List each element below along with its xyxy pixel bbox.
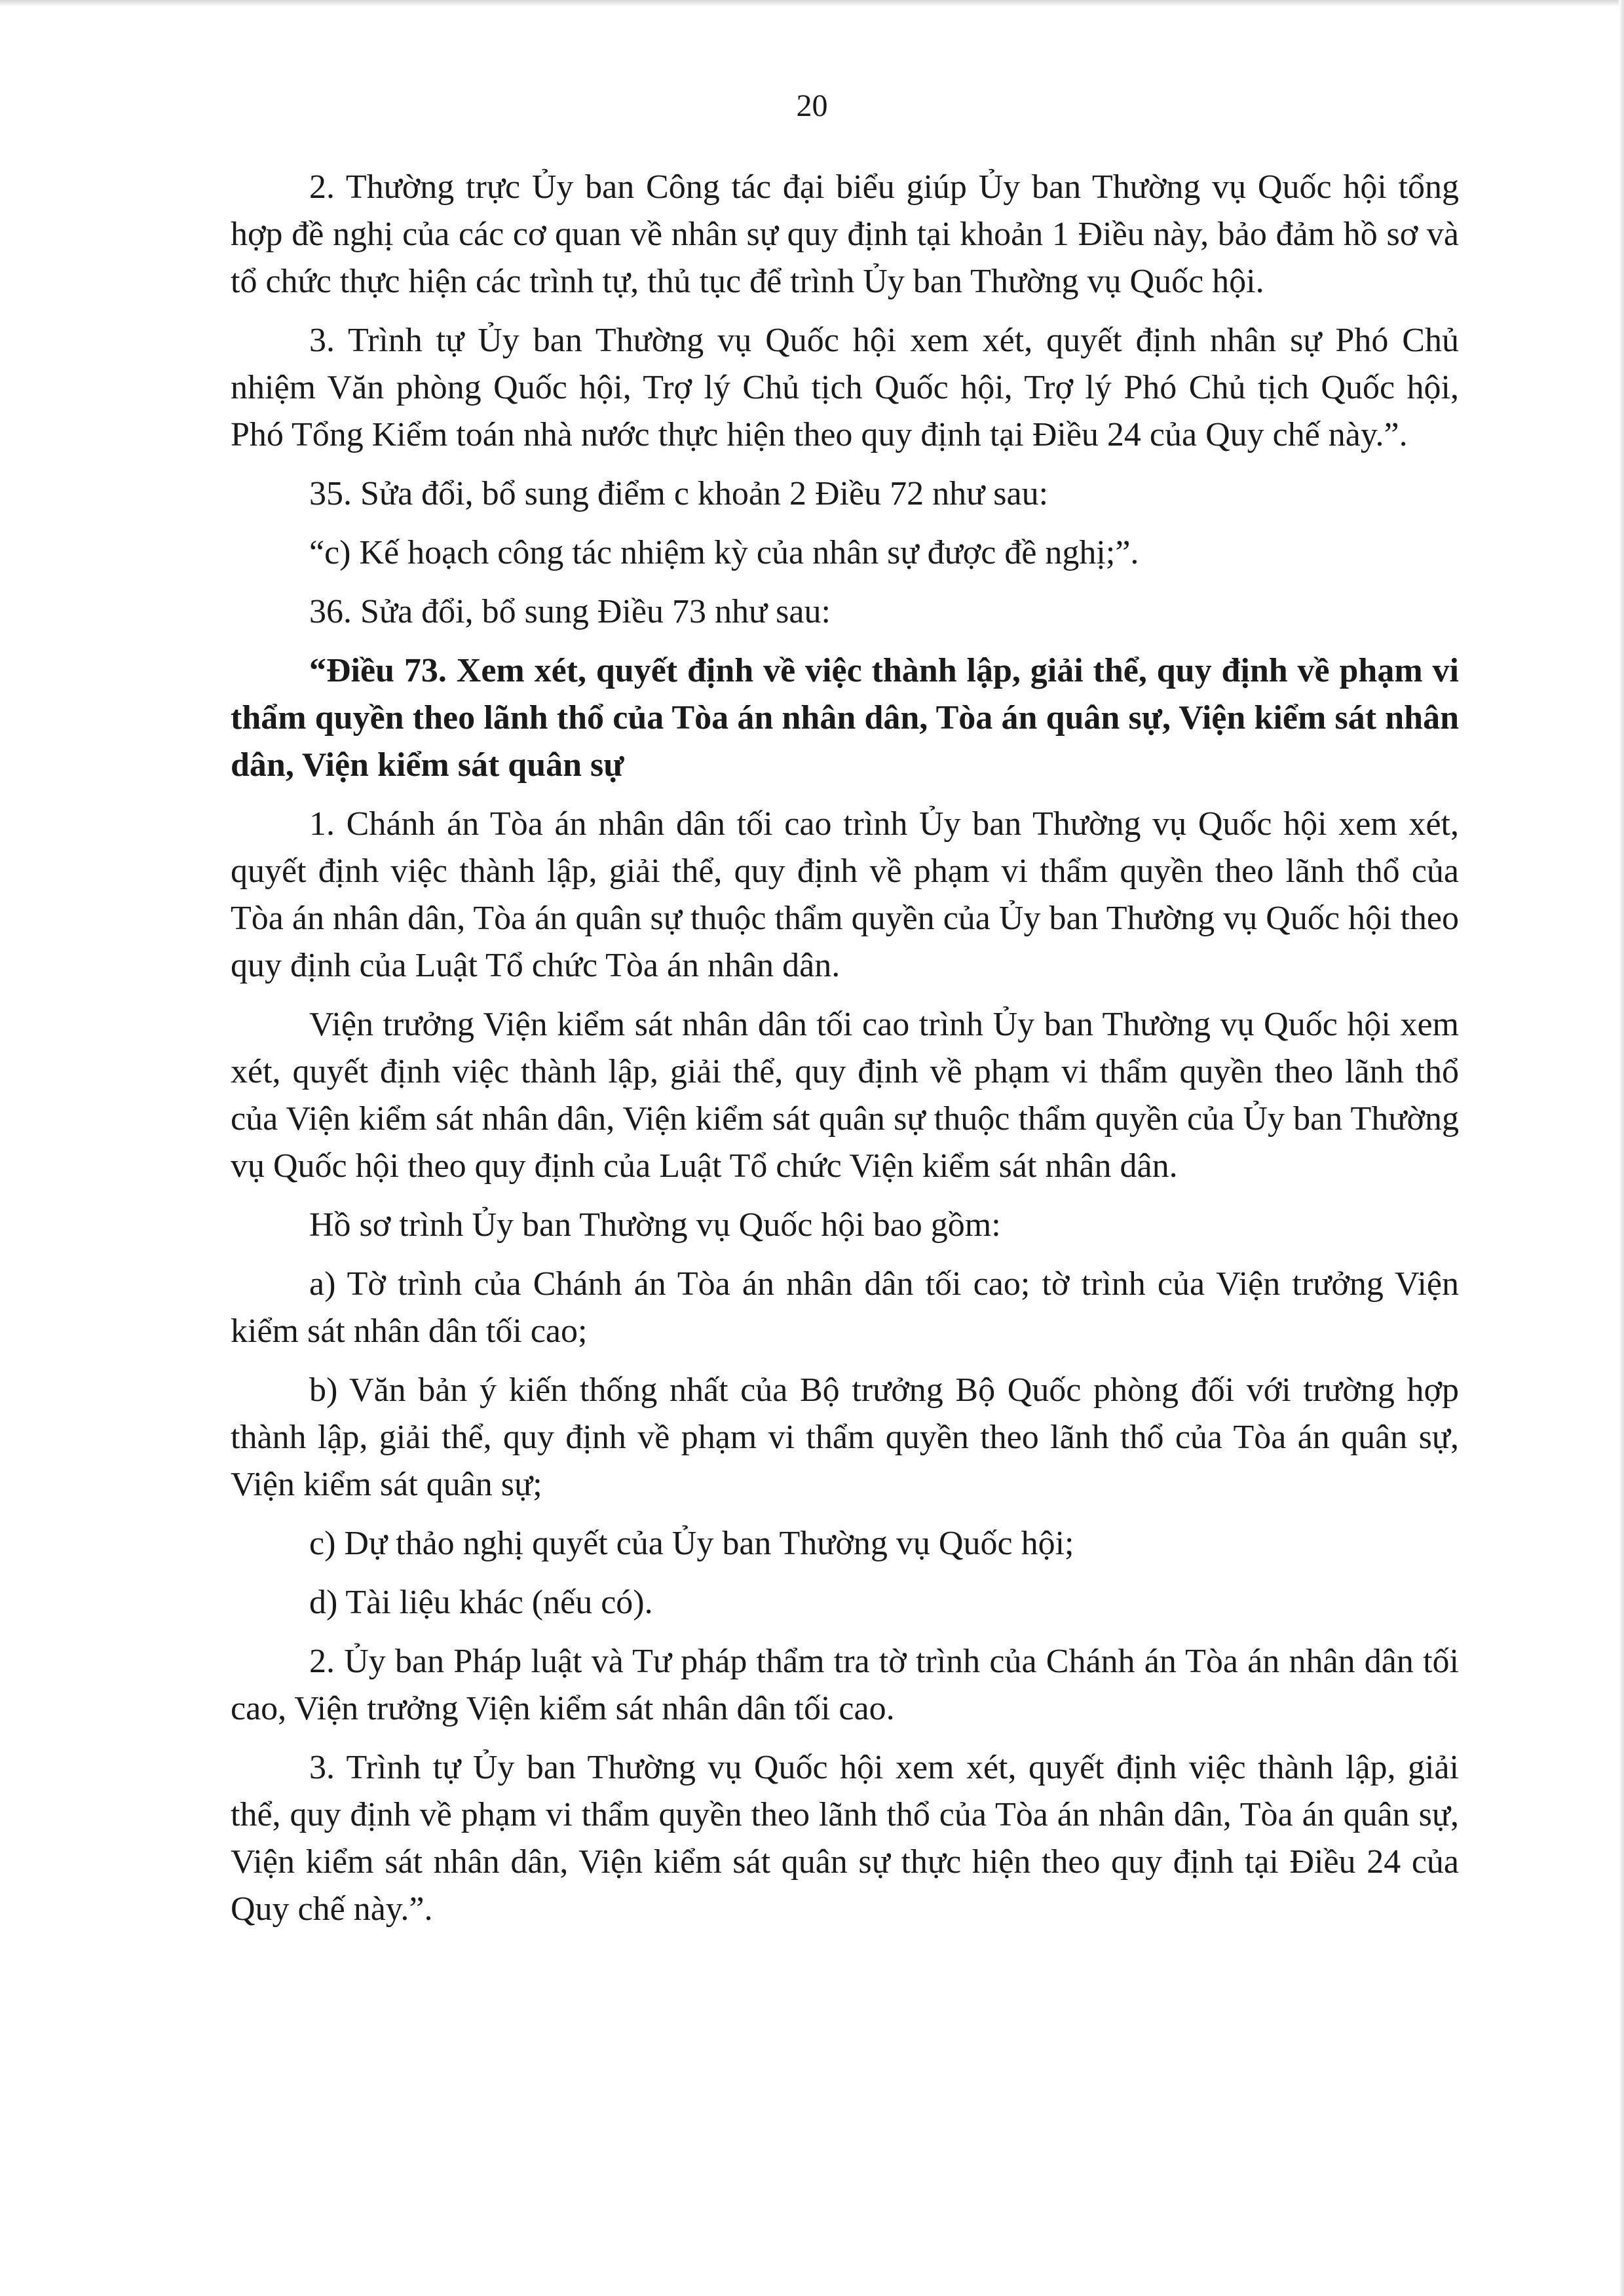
dossier-intro: Hồ sơ trình Ủy ban Thường vụ Quốc hội bao gồm: (309, 1206, 1001, 1244)
paragraph-clause-3: 3. Trình tự Ủy ban Thường vụ Quốc hội xem xét, quyết định nhân sự Phó Chủ nhiệm Văn phòng Quốc hội, Trợ lý Chủ tịch Quốc hội, Trợ lý Phó Chủ tịch Quốc hội, Phó Tổng Kiểm toán nhà nước thực hiện theo quy định tại Điều 24 của Quy chế này.”. (231, 322, 1459, 453)
paragraph-item-36: 36. Sửa đổi, bổ sung Điều 73 như sau: (309, 593, 831, 630)
scan-edge-right (1619, 0, 1624, 2296)
paragraph-point-c: “c) Kế hoạch công tác nhiệm kỳ của nhân sự được đề nghị;”. (309, 534, 1139, 571)
paragraph-item-35: 35. Sửa đổi, bổ sung điểm c khoản 2 Điều 72 như sau: (309, 475, 1049, 512)
scan-edge-top (0, 0, 1624, 7)
document-body (231, 164, 1459, 1945)
article-73-procuracy-paragraph: Viện trưởng Viện kiểm sát nhân dân tối cao trình Ủy ban Thường vụ Quốc hội xem xét, quyết định việc thành lập, giải thể, quy định về phạm vi thẩm quyền theo lãnh thổ của Viện kiểm sát nhân dân, Viện kiểm sát quân sự thuộc thẩm quyền của Ủy ban Thường vụ Quốc hội theo quy định của Luật Tổ chức Viện kiểm sát nhân dân. (231, 1006, 1459, 1185)
article-73-heading: “Điều 73. Xem xét, quyết định về việc thành lập, giải thể, quy định về phạm vi thẩm quyền theo lãnh thổ của Tòa án nhân dân, Tòa án quân sự, Viện kiểm sát nhân dân, Viện kiểm sát quân sự (231, 652, 1459, 784)
page-number: 20 (796, 88, 828, 123)
dossier-item-d: d) Tài liệu khác (nếu có). (309, 1584, 653, 1621)
dossier-item-c: c) Dự thảo nghị quyết của Ủy ban Thường vụ Quốc hội; (309, 1525, 1074, 1562)
article-73-clause-2: 2. Ủy ban Pháp luật và Tư pháp thẩm tra tờ trình của Chánh án Tòa án nhân dân tối cao, Viện trưởng Viện kiểm sát nhân dân tối cao. (231, 1643, 1459, 1727)
article-73-clause-3: 3. Trình tự Ủy ban Thường vụ Quốc hội xem xét, quyết định việc thành lập, giải thể, quy định về phạm vi thẩm quyền theo lãnh thổ của Tòa án nhân dân, Tòa án quân sự, Viện kiểm sát nhân dân, Viện kiểm sát quân sự thực hiện theo quy định tại Điều 24 của Quy chế này.”. (231, 1749, 1459, 1928)
dossier-item-a: a) Tờ trình của Chánh án Tòa án nhân dân tối cao; tờ trình của Viện trưởng Viện kiểm sát nhân dân tối cao; (231, 1265, 1459, 1350)
dossier-item-b: b) Văn bản ý kiến thống nhất của Bộ trưởng Bộ Quốc phòng đối với trường hợp thành lập, giải thể, quy định về phạm vi thẩm quyền theo lãnh thổ của Tòa án quân sự, Viện kiểm sát quân sự; (231, 1371, 1459, 1503)
article-73-clause-1: 1. Chánh án Tòa án nhân dân tối cao trình Ủy ban Thường vụ Quốc hội xem xét, quyết định việc thành lập, giải thể, quy định về phạm vi thẩm quyền theo lãnh thổ của Tòa án nhân dân, Tòa án quân sự thuộc thẩm quyền của Ủy ban Thường vụ Quốc hội theo quy định của Luật Tổ chức Tòa án nhân dân. (231, 805, 1459, 984)
paragraph-clause-2: 2. Thường trực Ủy ban Công tác đại biểu giúp Ủy ban Thường vụ Quốc hội tổng hợp đề nghị của các cơ quan về nhân sự quy định tại khoản 1 Điều này, bảo đảm hồ sơ và tổ chức thực hiện các trình tự, thủ tục để trình Ủy ban Thường vụ Quốc hội. (231, 168, 1459, 300)
